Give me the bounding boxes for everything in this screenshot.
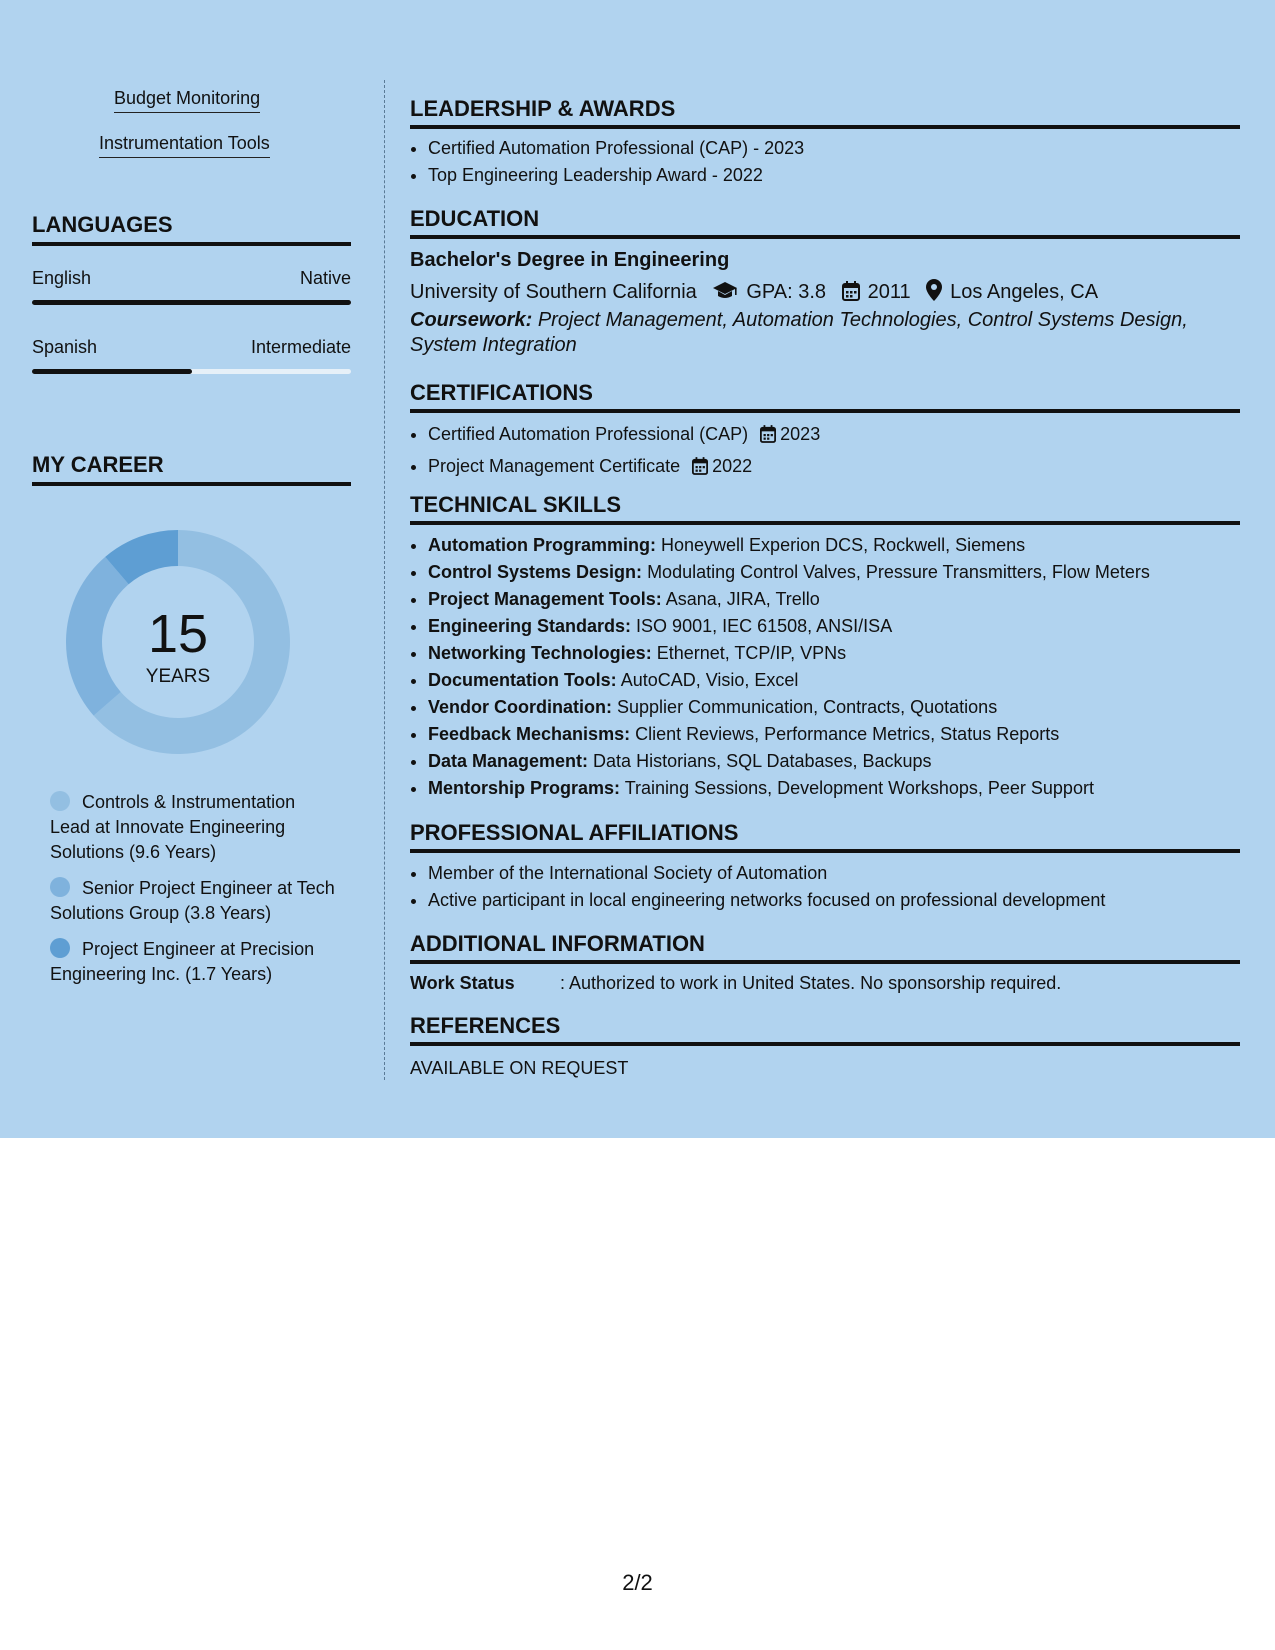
work-status [410,973,1061,994]
skill-item [428,586,1240,613]
list-item: • Member of the International Society of Automation [428,860,1240,887]
skill-item [428,640,1240,667]
career-heading: MY CAREER [32,452,351,486]
technical-skills-heading: TECHNICAL SKILLS [410,492,1240,525]
career-years-unit: YEARS [145,666,211,687]
language-name: Spanish [32,337,98,357]
certification-name: Project Management Certificate [428,456,681,476]
gpa: GPA: 3.8 [746,281,827,303]
skill-value: Client Reviews, Performance Metrics, Status Reports [635,724,1060,744]
skill-item [428,613,1240,640]
school-location: Los Angeles, CA [950,281,1099,303]
skill-label: Automation Programming: [428,535,656,555]
skill-label: Feedback Mechanisms: [428,724,631,744]
certification-item [428,420,1240,452]
coursework-label: Coursework: [410,309,533,331]
location-pin-icon [926,279,942,307]
language-level: Native [299,268,351,288]
list-item: • Certified Automation Professional (CAP) - 2023 [428,135,1240,162]
skill-value: Ethernet, TCP/IP, VPNs [656,643,847,663]
skill-label: Engineering Standards: [428,616,632,636]
career-donut-chart [66,530,290,754]
language-proficiency-fill [32,300,351,305]
education-details [410,279,1098,307]
skill-item [428,775,1240,802]
affiliations-heading: PROFESSIONAL AFFILIATIONS [410,820,1240,853]
skill-value: ISO 9001, IEC 61508, ANSI/ISA [636,616,893,636]
calendar-icon [760,423,776,452]
work-status-label: Work Status [410,973,515,993]
calendar-icon [842,281,860,307]
column-divider [384,80,385,1080]
certifications-heading: CERTIFICATIONS [410,380,1240,413]
skill-label: Vendor Coordination: [428,697,612,717]
technical-skills-list [410,532,1240,802]
skill-label: Documentation Tools: [428,670,617,690]
skill-value: AutoCAD, Visio, Excel [620,670,799,690]
skill-value: Modulating Control Valves, Pressure Transmitters, Flow Meters [647,562,1150,582]
skill-item [428,721,1240,748]
graduation-cap-icon [712,281,738,307]
language-proficiency-bar [32,369,351,374]
coursework-text: Project Management, Automation Technologies, Control Systems Design, System Integration [410,309,1188,356]
list-item: • Top Engineering Leadership Award - 2022 [428,162,1240,189]
skill-value: Training Sessions, Development Workshops, Peer Support [624,778,1094,798]
education-heading: EDUCATION [410,206,1240,239]
skill-item [428,667,1240,694]
references-text: AVAILABLE ON REQUEST [410,1058,629,1078]
work-status-value: : Authorized to work in United States. No sponsorship required. [560,973,1062,993]
skill-label: Mentorship Programs: [428,778,621,798]
career-legend-item [50,876,340,926]
coursework [410,308,1220,358]
skill-label: Data Management: [428,751,589,771]
skill-label: Project Management Tools: [428,589,662,609]
certification-year: 2023 [780,424,821,444]
leadership-heading: LEADERSHIP & AWARDS [410,96,1240,129]
skill-item [428,559,1240,586]
skill-label: Networking Technologies: [428,643,652,663]
skill-item [428,748,1240,775]
certification-year: 2022 [712,456,753,476]
school-name: University of Southern California [410,281,697,303]
degree-title: Bachelor's Degree in Engineering [410,249,730,271]
certification-name: Certified Automation Professional (CAP) [428,424,749,444]
languages-heading: LANGUAGES [32,212,351,246]
career-total-years: 15 [147,604,209,664]
language-level: Intermediate [250,337,351,357]
references-heading: REFERENCES [410,1013,1240,1046]
additional-info-heading: ADDITIONAL INFORMATION [410,931,1240,964]
certification-item [428,452,1240,484]
skill-value: Asana, JIRA, Trello [665,589,820,609]
skill-value: Supplier Communication, Contracts, Quotations [617,697,998,717]
career-legend-text: Controls & Instrumentation Lead at Innovate Engineering Solutions (9.6 Years) [50,792,296,862]
skill-tag: Instrumentation Tools [99,133,270,158]
language-proficiency-fill [32,369,192,374]
language-name: English [32,268,92,288]
skill-item [428,694,1240,721]
certifications-list [410,420,1240,484]
donut-segment-1 [66,557,129,716]
skill-item [428,532,1240,559]
career-legend-text: Project Engineer at Precision Engineering Inc. (1.7 Years) [50,939,315,984]
legend-dot [50,938,70,958]
affiliations-list [410,860,1240,914]
skill-tag: Budget Monitoring [114,88,260,113]
legend-dot [50,791,70,811]
skill-label: Control Systems Design: [428,562,643,582]
list-item: • Active participant in local engineering networks focused on professional development [428,887,1240,914]
career-legend-item [50,790,340,865]
career-legend-item [50,937,340,987]
leadership-list [410,135,1240,189]
calendar-icon [692,455,708,484]
legend-dot [50,877,70,897]
language-proficiency-bar [32,300,351,305]
career-legend-text: Senior Project Engineer at Tech Solutions Group (3.8 Years) [50,878,335,923]
skill-value: Data Historians, SQL Databases, Backups [593,751,932,771]
page-number: 2/2 [622,1570,653,1595]
skill-value: Honeywell Experion DCS, Rockwell, Siemens [661,535,1026,555]
graduation-year: 2011 [867,281,911,303]
